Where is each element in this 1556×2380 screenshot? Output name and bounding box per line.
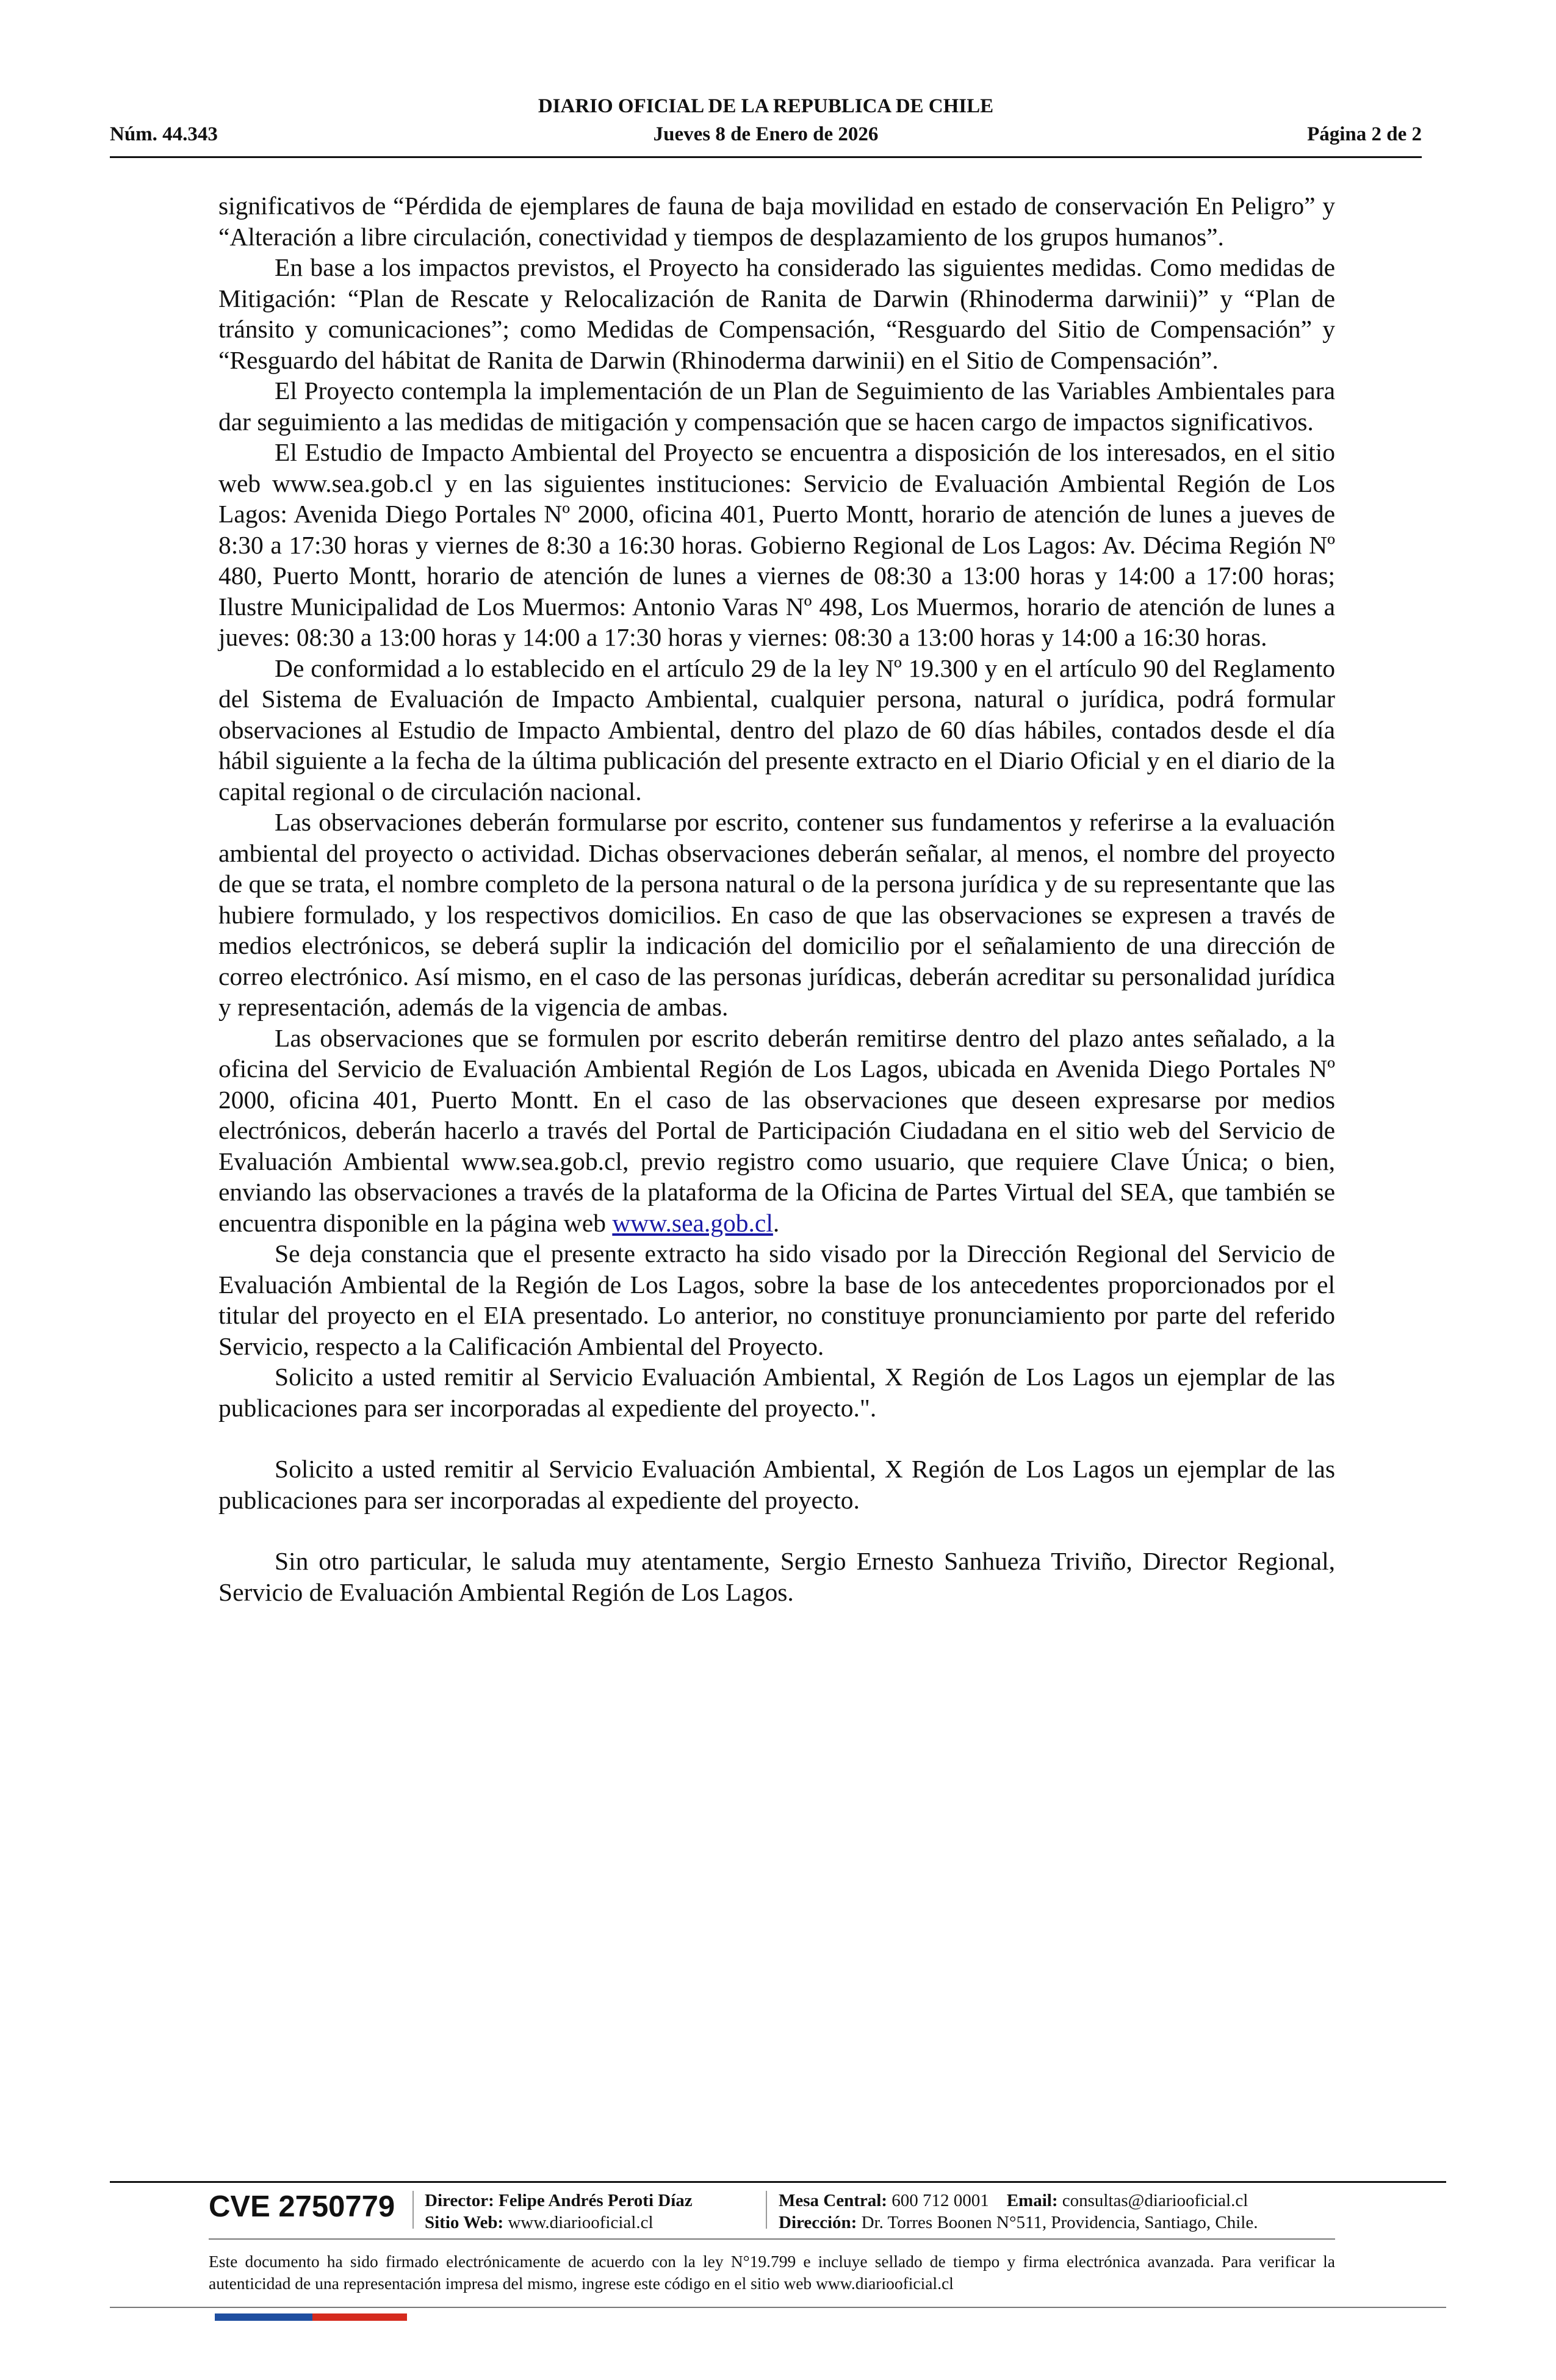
footer-mid-divider xyxy=(209,2238,1335,2240)
sea-website-link[interactable]: www.sea.gob.cl xyxy=(612,1208,773,1237)
website-line xyxy=(425,2212,654,2234)
paragraph-1: significativos de “Pérdida de ejemplares de fauna de baja movilidad en estado de conservación En Peligro” y “Alteración a libre circulación, conectividad y tiempos de desplazamiento de los grupos humanos”. xyxy=(218,192,1335,251)
flag-stripe-red xyxy=(312,2313,407,2321)
mesa-label: Mesa Central: xyxy=(779,2191,887,2210)
page-indicator: Página 2 de 2 xyxy=(1307,123,1422,145)
address-label: Dirección: xyxy=(779,2213,857,2232)
contact-line xyxy=(779,2190,1248,2212)
paragraph-3: El Proyecto contempla la implementación de un Plan de Seguimiento de las Variables Ambientales para dar seguimiento a las medidas de mitigación y compensación que se hacen cargo de impactos significativos. xyxy=(218,377,1335,436)
page-header xyxy=(110,92,1422,159)
paragraph-2: En base a los impactos previstos, el Proyecto ha considerado las siguientes medidas. Como medidas de Mitigación: “Plan de Rescate y Relocalización de Ranita de Darwin (Rhinoderma darwinii)” y “Plan de tránsito y comunicaciones”; como Medidas de Compensación, “Resguardo del Sitio de Compensación” y “Resguardo del hábitat de Ranita de Darwin (Rhinoderma darwinii) en el Sitio de Compensación”. xyxy=(218,253,1335,374)
paragraph-10: Solicito a usted remitir al Servicio Evaluación Ambiental, X Región de Los Lagos un ejemplar de las publicaciones para ser incorporadas al expediente del proyecto. xyxy=(218,1455,1335,1514)
paragraph-7-end: . xyxy=(773,1208,780,1237)
mesa-value: 600 712 0001 xyxy=(891,2191,989,2210)
paragraph-9: Solicito a usted remitir al Servicio Evaluación Ambiental, X Región de Los Lagos un ejemplar de las publicaciones para ser incorporadas al expediente del proyecto.". xyxy=(218,1363,1335,1422)
issue-number: Núm. 44.343 xyxy=(110,123,218,145)
signature-note: Este documento ha sido firmado electrónicamente de acuerdo con la ley N°19.799 e incluye sellado de tiempo y firma electrónica avanzada. Para verificar la autenticidad de una representación impresa del mismo, ingrese este código en el sitio web www.diariooficial.cl xyxy=(209,2252,1335,2293)
footer-separator xyxy=(412,2191,414,2229)
director-label: Director: xyxy=(425,2191,494,2210)
director-line xyxy=(425,2190,693,2212)
paragraph-7 xyxy=(218,1023,1335,1239)
email-label: Email: xyxy=(1006,2191,1058,2210)
footer-bottom-divider xyxy=(110,2307,1446,2308)
website-value[interactable]: www.diariooficial.cl xyxy=(508,2213,654,2232)
paragraph-7-text: Las observaciones que se formulen por escrito deberán remitirse dentro del plazo antes señalado, a la oficina del Servicio de Evaluación Ambiental Región de Los Lagos, ubicada en Avenida Diego Portales Nº 2000, oficina 401, Puerto Montt. En el caso de las observaciones que deseen expresarse por medios electrónicos, deberán hacerlo a través del Portal de Participación Ciudadana en el sitio web del Servicio de Evaluación Ambiental www.sea.gob.cl, previo registro como usuario, que requiere Clave Única; o bien, enviando las observaciones a través de la plataforma de la Oficina de Partes Virtual del SEA, que también se encuentra disponible en la página web xyxy=(218,1023,1335,1237)
flag-stripe-blue xyxy=(215,2313,312,2321)
address-value: Dr. Torres Boonen N°511, Providencia, Santiago, Chile. xyxy=(861,2213,1258,2232)
cve-code: CVE 2750779 xyxy=(209,2190,395,2223)
paragraph-8: Se deja constancia que el presente extracto ha sido visado por la Dirección Regional del Servicio de Evaluación Ambiental de la Región de Los Lagos, sobre la base de los antecedentes proporcionados por el titular del proyecto en el EIA presentado. Lo anterior, no constituye pronunciamiento por parte del referido Servicio, respecto a la Calificación Ambiental del Proyecto. xyxy=(218,1239,1335,1360)
paragraph-5: De conformidad a lo establecido en el artículo 29 de la ley Nº 19.300 y en el artículo 90 del Reglamento del Sistema de Evaluación de Impacto Ambiental, cualquier persona, natural o jurídica, podrá formular observaciones al Estudio de Impacto Ambiental, dentro del plazo de 60 días hábiles, contados desde el día hábil siguiente a la fecha de la última publicación del presente extracto en el Diario Oficial y en el diario de la capital regional o de circulación nacional. xyxy=(218,654,1335,806)
director-name: Felipe Andrés Peroti Díaz xyxy=(499,2191,693,2210)
document-body xyxy=(218,190,1335,1607)
newspaper-title: DIARIO OFICIAL DE LA REPUBLICA DE CHILE xyxy=(538,95,994,117)
footer-top-divider xyxy=(110,2181,1446,2183)
footer-separator xyxy=(766,2191,767,2229)
issue-date: Jueves 8 de Enero de 2026 xyxy=(653,123,879,145)
address-line xyxy=(779,2212,1258,2234)
header-divider xyxy=(110,156,1422,158)
email-value[interactable]: consultas@diariooficial.cl xyxy=(1062,2191,1248,2210)
paragraph-4: El Estudio de Impacto Ambiental del Proyecto se encuentra a disposición de los interesados, en el sitio web www.sea.gob.cl y en las siguientes instituciones: Servicio de Evaluación Ambiental Región de Los Lagos: Avenida Diego Portales Nº 2000, oficina 401, Puerto Montt, horario de atención de lunes a jueves de 8:30 a 17:30 horas y viernes de 8:30 a 16:30 horas. Gobierno Regional de Los Lagos: Av. Décima Región Nº 480, Puerto Montt, horario de atención de lunes a viernes de 08:30 a 13:00 horas y 14:00 a 17:00 horas; Ilustre Municipalidad de Los Muermos: Antonio Varas Nº 498, Los Muermos, horario de atención de lunes a jueves: 08:30 a 13:00 horas y 14:00 a 17:30 horas y viernes: 08:30 a 13:00 horas y 14:00 a 16:30 horas. xyxy=(218,438,1335,651)
website-label: Sitio Web: xyxy=(425,2213,504,2232)
closing-paragraph: Sin otro particular, le saluda muy atentamente, Sergio Ernesto Sanhueza Triviño, Director Regional, Servicio de Evaluación Ambiental Región de Los Lagos. xyxy=(218,1547,1335,1606)
paragraph-6: Las observaciones deberán formularse por escrito, contener sus fundamentos y referirse a la evaluación ambiental del proyecto o actividad. Dichas observaciones deberán señalar, al menos, el nombre del proyecto de que se trata, el nombre completo de la persona natural o de la persona jurídica y de su representante que las hubiere formulado, y los respectivos domicilios. En caso de que las observaciones se expresen a través de medios electrónicos, se deberá suplir la indicación del domicilio por el señalamiento de una dirección de correo electrónico. Así mismo, en el caso de las personas jurídicas, deberán acreditar su personalidad jurídica y representación, además de la vigencia de ambas. xyxy=(218,808,1335,1021)
